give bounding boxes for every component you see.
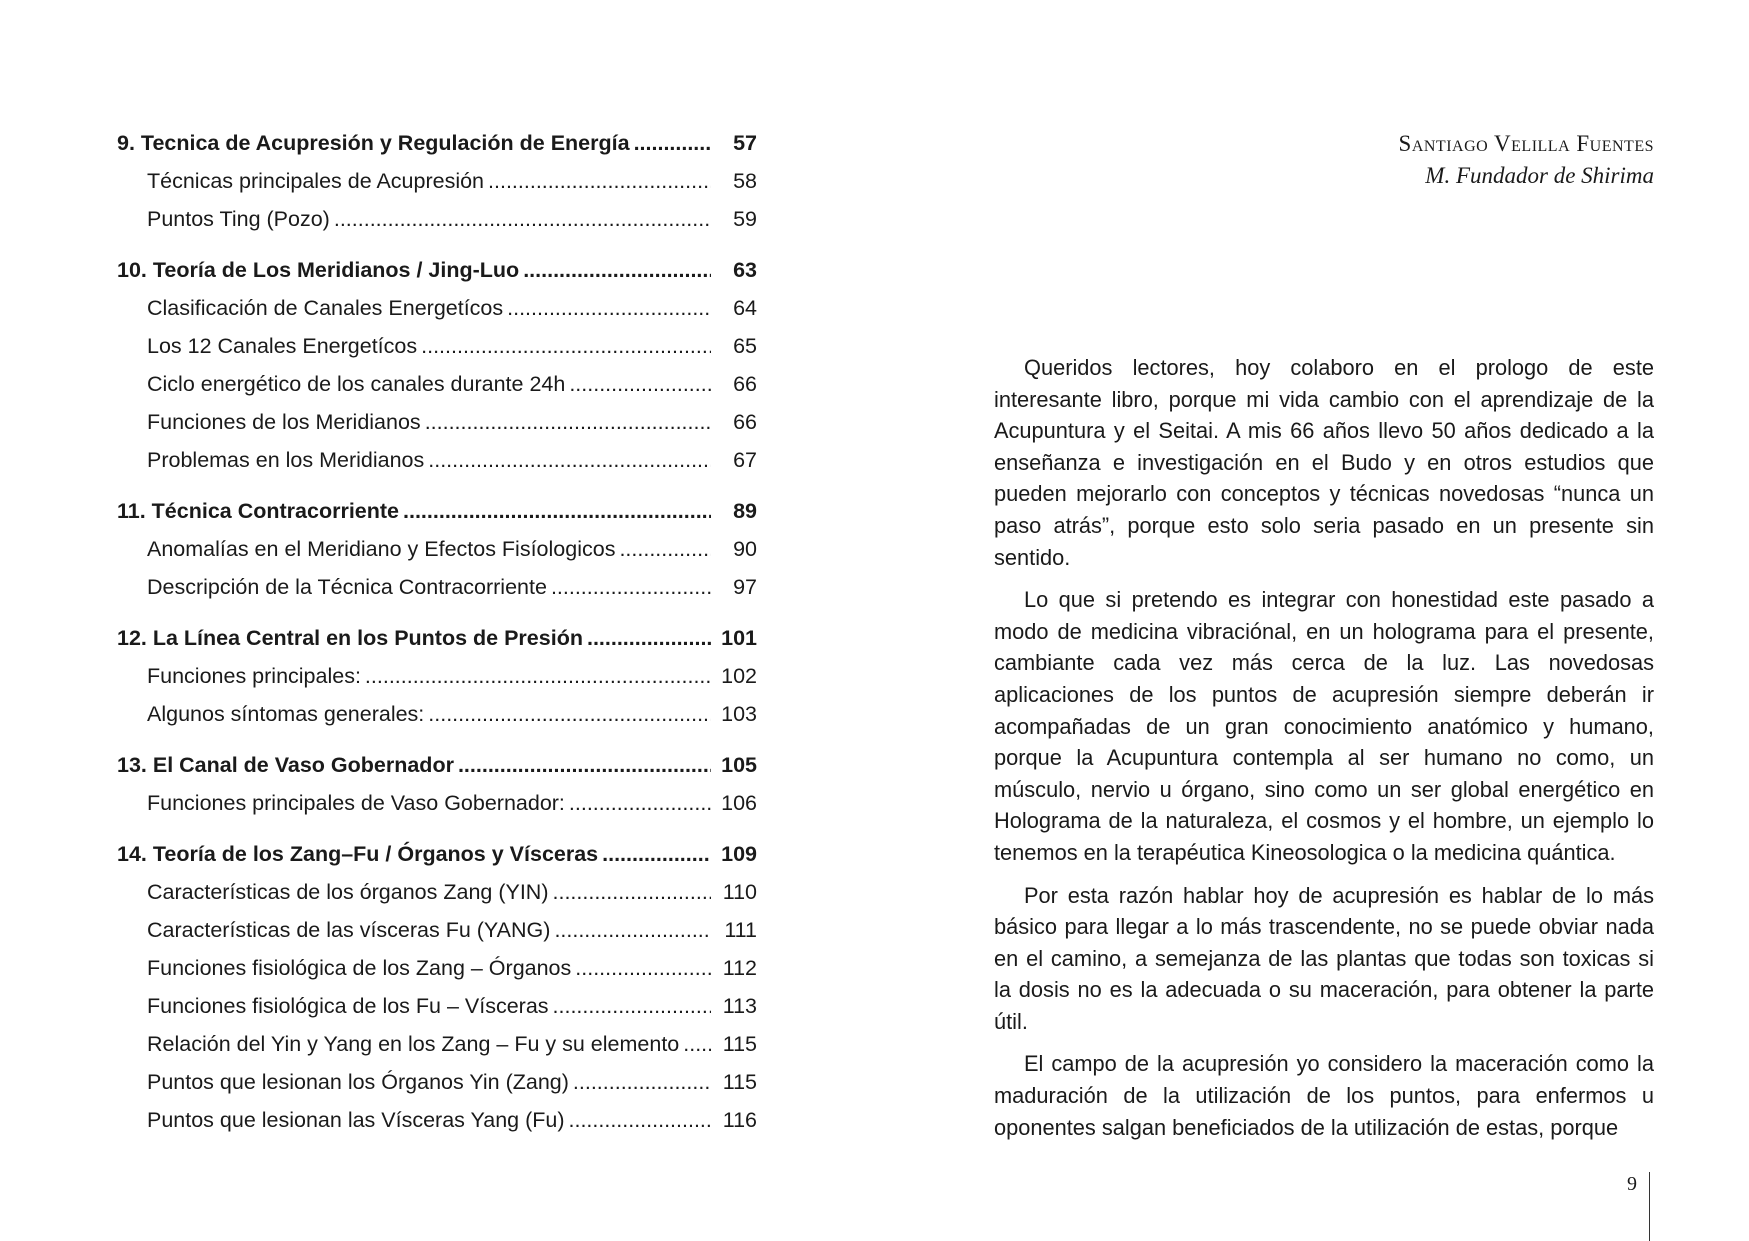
toc-entry-page-number: 115 <box>722 1070 757 1094</box>
toc-entry-page-number: 97 <box>733 575 757 599</box>
dot-leader <box>403 492 711 530</box>
toc-entry-title: Descripción de la Técnica Contracorriente <box>147 575 547 599</box>
toc-entry-title: Características de los órganos Zang (YIN) <box>147 880 549 904</box>
toc-section <box>117 492 757 606</box>
toc-entry-title: Puntos que lesionan las Vísceras Yang (Fu) <box>147 1108 565 1132</box>
dot-leader <box>683 1025 711 1063</box>
toc-chapter <box>117 492 757 530</box>
right-page <box>874 0 1749 1241</box>
toc-entry-page-number: 59 <box>733 207 757 231</box>
toc-chapter <box>117 835 757 873</box>
toc-chapter-title: 12. La Línea Central en los Puntos de Presión <box>117 626 583 650</box>
toc-entry-page-number: 66 <box>733 410 757 434</box>
toc-section <box>117 124 757 238</box>
toc-chapter-title: 9. Tecnica de Acupresión y Regulación de Energía <box>117 131 630 155</box>
dot-leader <box>551 568 711 606</box>
toc-entry <box>117 327 757 365</box>
prologue-paragraph: Por esta razón hablar hoy de acupresión es hablar de lo más básico para llegar a lo más trascendente, no se puede obviar nada en el camino, a semejanza de las plantas que todas son toxicas si la dosis no es la adecuada o su maceración, para obtener la parte útil. <box>994 882 1654 1034</box>
prologue-paragraph: Lo que si pretendo es integrar con honestidad este pasado a modo de medicina vibraciónal, en un holograma para el presente, cambiante cada vez más cerca de la luz. Las novedosas aplicaciones de los puntos de acupresión siempre deberán ir acompañadas de un gran conocimiento anatómico y humano, porque la Acupuntura contempla al ser humano no como, un músculo, nervio u órgano, sino como un ser global energético en Holograma de la naturaleza, el cosmos y el hombre, un ejemplo lo tenemos en la terapéutica Kineosologica o la medicina quántica. <box>994 587 1654 865</box>
toc-entry <box>117 568 757 606</box>
toc-entry <box>117 530 757 568</box>
dot-leader <box>334 200 711 238</box>
toc-entry-title: Funciones de los Meridianos <box>147 410 421 434</box>
dot-leader <box>428 441 711 479</box>
toc-entry <box>117 657 757 695</box>
toc-chapter-page-number: 63 <box>733 258 757 282</box>
table-of-contents <box>117 124 757 1152</box>
toc-entry-page-number: 102 <box>721 664 757 688</box>
toc-section <box>117 746 757 822</box>
toc-entry <box>117 403 757 441</box>
toc-entry <box>117 695 757 733</box>
toc-chapter-title: 14. Teoría de los Zang–Fu / Órganos y Vísceras <box>117 842 599 866</box>
toc-entry-page-number: 115 <box>722 1032 757 1056</box>
left-page <box>0 0 874 1241</box>
toc-entry-page-number: 90 <box>733 537 757 561</box>
toc-entry <box>117 365 757 403</box>
toc-section <box>117 251 757 479</box>
toc-section <box>117 835 757 1139</box>
toc-chapter <box>117 124 757 162</box>
toc-entry <box>117 162 757 200</box>
toc-entry-page-number: 111 <box>724 918 757 942</box>
toc-entry-page-number: 106 <box>721 791 757 815</box>
dot-leader <box>523 251 711 289</box>
toc-entry-page-number: 67 <box>733 448 757 472</box>
toc-entry-title: Características de las vísceras Fu (YANG) <box>147 918 551 942</box>
toc-entry-title: Funciones fisiológica de los Fu – Vísceras <box>147 994 549 1018</box>
toc-chapter-page-number: 105 <box>721 753 757 777</box>
toc-entry-page-number: 110 <box>722 880 757 904</box>
toc-chapter <box>117 251 757 289</box>
toc-entry-title: Técnicas principales de Acupresión <box>147 169 485 193</box>
toc-entry-title: Problemas en los Meridianos <box>147 448 425 472</box>
toc-entry-title: Funciones principales: <box>147 664 361 688</box>
toc-entry <box>117 911 757 949</box>
toc-entry <box>117 987 757 1025</box>
prologue-text <box>994 352 1654 1154</box>
author-role: M. Fundador de Shirima <box>1425 163 1654 188</box>
author-signature <box>1399 128 1654 192</box>
toc-entry-page-number: 58 <box>733 169 757 193</box>
toc-chapter <box>117 746 757 784</box>
toc-entry-title: Puntos Ting (Pozo) <box>147 207 330 231</box>
toc-entry-title: Funciones principales de Vaso Gobernador: <box>147 791 565 815</box>
toc-chapter-page-number: 57 <box>733 131 757 155</box>
toc-entry-title: Ciclo energético de los canales durante 24h <box>147 372 566 396</box>
toc-chapter-page-number: 89 <box>733 499 757 523</box>
toc-chapter <box>117 619 757 657</box>
toc-entry <box>117 1063 757 1101</box>
page-number: 9 <box>1627 1173 1637 1195</box>
dot-leader <box>425 403 711 441</box>
toc-entry <box>117 441 757 479</box>
toc-entry <box>117 873 757 911</box>
dot-leader <box>569 784 711 822</box>
dot-leader <box>573 1063 711 1101</box>
toc-chapter-page-number: 109 <box>721 842 757 866</box>
toc-entry-page-number: 112 <box>722 956 757 980</box>
toc-entry-title: Algunos síntomas generales: <box>147 702 425 726</box>
dot-leader <box>575 949 711 987</box>
toc-entry-page-number: 64 <box>733 296 757 320</box>
prologue-paragraph: Queridos lectores, hoy colaboro en el prologo de este interesante libro, porque mi vida cambio con el aprendizaje de la Acupuntura y el Seitai. A mis 66 años llevo 50 años dedicado a la enseñanza e investigación en el Budo y en otros estudios que pueden mejorarlo con conceptos y técnicas novedosas “nunca un paso atrás”, porque esto solo seria pasado en un presente sin sentido. <box>994 355 1654 570</box>
toc-entry-title: Clasificación de Canales Energetícos <box>147 296 504 320</box>
toc-entry <box>117 200 757 238</box>
toc-entry-page-number: 113 <box>722 994 757 1018</box>
author-name: Santiago Velilla Fuentes <box>1398 131 1654 156</box>
toc-entry-page-number: 65 <box>733 334 757 358</box>
toc-entry-title: Anomalías en el Meridiano y Efectos Fisíologicos <box>147 537 616 561</box>
toc-entry-page-number: 116 <box>722 1108 757 1132</box>
toc-chapter-page-number: 101 <box>721 626 757 650</box>
toc-chapter-title: 13. El Canal de Vaso Gobernador <box>117 753 454 777</box>
folio-rule <box>1649 1172 1650 1241</box>
toc-entry <box>117 289 757 327</box>
dot-leader <box>634 124 711 162</box>
toc-entry-page-number: 66 <box>733 372 757 396</box>
dot-leader <box>569 1101 712 1139</box>
toc-entry <box>117 784 757 822</box>
dot-leader <box>428 695 711 733</box>
toc-chapter-title: 10. Teoría de Los Meridianos / Jing-Luo <box>117 258 520 282</box>
dot-leader <box>458 746 711 784</box>
toc-entry-title: Puntos que lesionan los Órganos Yin (Zang) <box>147 1070 569 1094</box>
toc-entry <box>117 1025 757 1063</box>
dot-leader <box>619 530 711 568</box>
dot-leader <box>421 327 711 365</box>
dot-leader <box>553 987 711 1025</box>
dot-leader <box>553 873 712 911</box>
dot-leader <box>554 911 711 949</box>
toc-entry <box>117 1101 757 1139</box>
toc-chapter-title: 11. Técnica Contracorriente <box>117 499 399 523</box>
toc-entry <box>117 949 757 987</box>
toc-entry-title: Funciones fisiológica de los Zang – Órganos <box>147 956 572 980</box>
dot-leader <box>587 619 711 657</box>
dot-leader <box>488 162 711 200</box>
dot-leader <box>507 289 711 327</box>
dot-leader <box>602 835 711 873</box>
toc-entry-title: Los 12 Canales Energetícos <box>147 334 418 358</box>
toc-entry-page-number: 103 <box>721 702 757 726</box>
dot-leader <box>365 657 711 695</box>
dot-leader <box>569 365 711 403</box>
toc-section <box>117 619 757 733</box>
toc-entry-title: Relación del Yin y Yang en los Zang – Fu y su elemento <box>147 1032 680 1056</box>
prologue-paragraph: El campo de la acupresión yo considero la maceración como la maduración de la utilización de los puntos, para enfermos u oponentes salgan beneficiados de la utilización de estas, porque <box>994 1051 1654 1140</box>
